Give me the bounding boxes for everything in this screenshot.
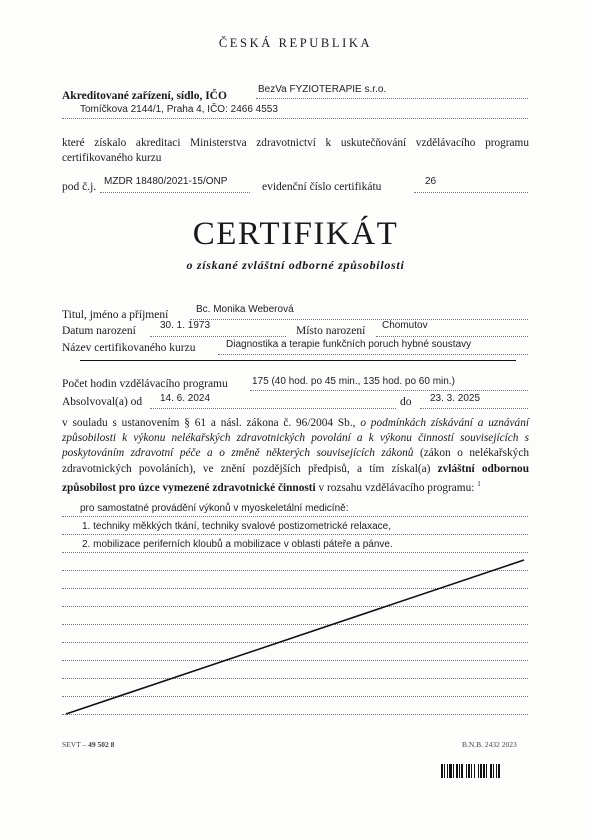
pob-label: Místo narození <box>296 325 366 337</box>
certificate-number: 26 <box>425 176 437 187</box>
name-label: Titul, jméno a příjmení <box>62 309 169 321</box>
hours-label: Počet hodin vzdělávacího programu <box>62 378 228 390</box>
barcode-icon <box>441 764 529 778</box>
hours-value: 175 (40 hod. po 45 min., 135 hod. po 60 min.) <box>252 376 455 387</box>
course-label: Název certifikovaného kurzu <box>62 342 196 354</box>
legal-text-2: (zákon o nelékařských zdravotnických povoláních), ve znění pozdějších předpisů, a tím získal(a) <box>62 447 529 475</box>
footer-prefix: SEVT – <box>62 740 89 749</box>
scope-item-0: pro samostatné provádění výkonů v myoskeletální medicíně: <box>80 503 349 514</box>
law-title: o podmínkách získávání a uznávání způsobilosti k výkonu nelékařských zdravotnických povolání a k výkonu činností souvisejících s poskytováním zdravotní péče a o změně některých souvisejících zákonů <box>62 417 529 460</box>
completed-from: 14. 6. 2024 <box>160 393 211 404</box>
facility-label: Akreditované zařízení, sídlo, IČO <box>62 90 227 102</box>
accreditation-text: které získalo akreditaci Ministerstva zdravotnictví k uskutečňování vzdělávacího programu certifikovaného kurzu <box>62 137 529 165</box>
completed-to: 23. 3. 2025 <box>430 393 481 404</box>
competence-text: zvláštní odbornou způsobilost pro úzce vymezené zdravotnické činnosti <box>62 462 529 494</box>
course-name: Diagnostika a terapie funkčních poruch hybné soustavy <box>226 339 472 350</box>
certificate-number-label: evidenční číslo certifikátu <box>262 181 382 193</box>
person-name: Bc. Monika Weberová <box>196 304 294 315</box>
legal-text-3: v rozsahu vzdělávacího programu: <box>315 481 478 494</box>
reference-label: pod č.j. <box>62 181 97 193</box>
facility-address: Tomíčkova 2144/1, Praha 4, IČO: 2466 4553 <box>80 104 278 115</box>
certificate-subtitle: o získané zvláštní odborné způsobilosti <box>186 258 405 272</box>
country-heading: ČESKÁ REPUBLIKA <box>218 36 373 50</box>
facility-name: BezVa FYZIOTERAPIE s.r.o. <box>258 84 387 95</box>
certificate-title: CERTIFIKÁT <box>192 216 399 252</box>
scope-item-2: 2. mobilizace periferních kloubů a mobilizace v oblasti páteře a pánve. <box>82 539 393 550</box>
footer-right: B.N.B. 2432 2023 <box>462 740 517 749</box>
footnote-mark: 1 <box>477 479 481 488</box>
dob-label: Datum narození <box>62 325 136 337</box>
completed-from-label: Absolvoval(a) od <box>62 396 143 408</box>
reference-value: MZDR 18480/2021-15/ONP <box>104 176 228 187</box>
footer-code: 49 502 8 <box>88 740 115 749</box>
place-of-birth: Chomutov <box>382 320 428 331</box>
scope-item-1: 1. techniky měkkých tkání, techniky svalové postizometrické relaxace, <box>82 521 392 532</box>
legal-text-1: v souladu s ustanovením § 61 a násl. zákona č. 96/2004 Sb., <box>62 417 361 429</box>
completed-to-label: do <box>400 396 412 408</box>
date-of-birth: 30. 1. 1973 <box>160 320 211 331</box>
footer-left <box>62 740 114 749</box>
